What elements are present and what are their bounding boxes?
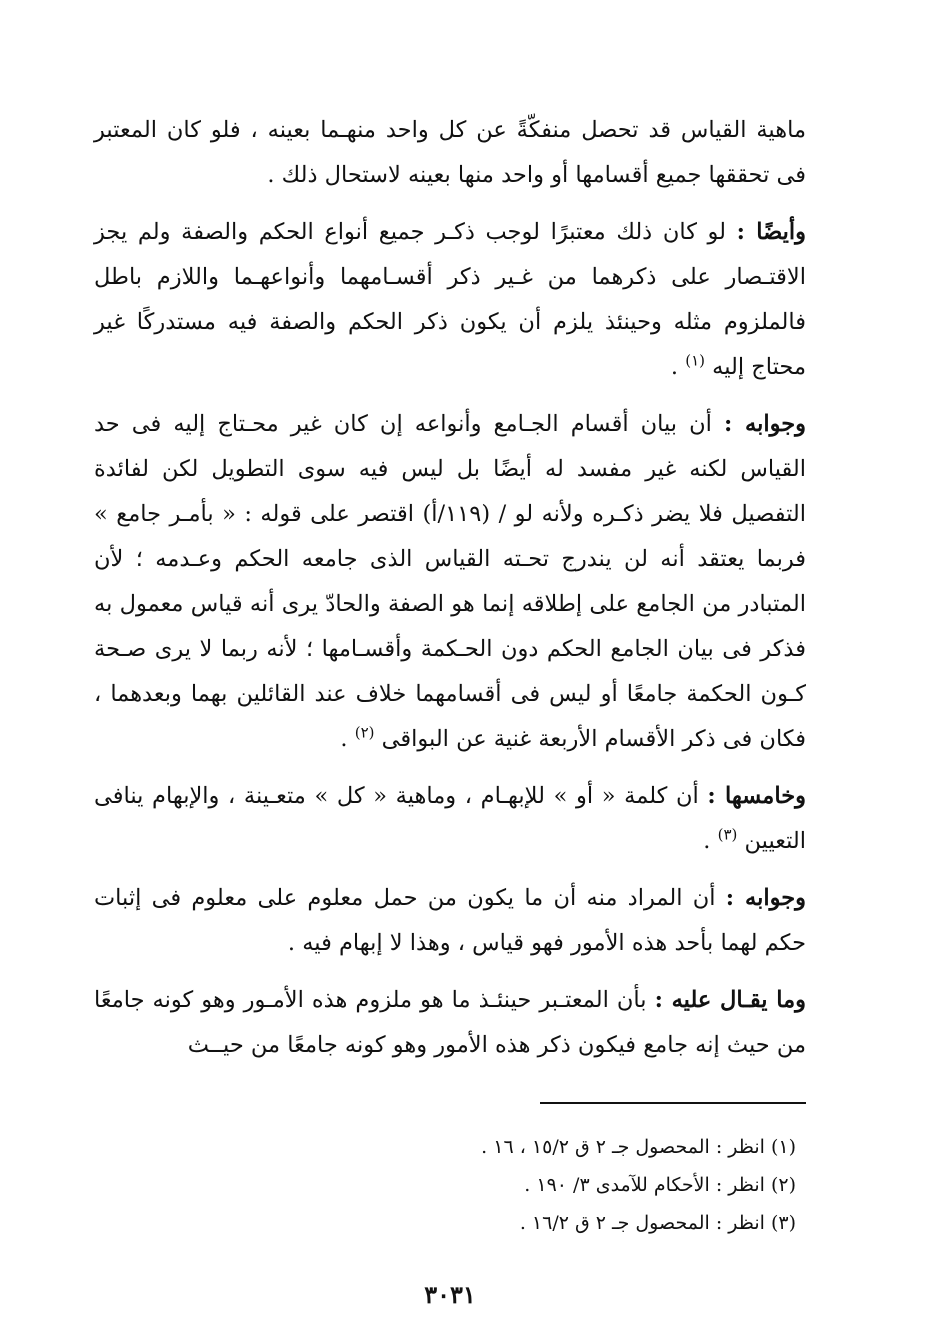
footnotes [96, 1128, 796, 1242]
paragraph-6-text: بأن المعتـبر حينئـذ ما هو ملزوم هذه الأمـور وهو كونه جامعًا من حيث إنه جامع فيكون ذكر هذه الأمور وهو كونه جامعًا من حيــث [94, 987, 806, 1058]
paragraph-6 [94, 978, 806, 1068]
paragraph-3 [94, 402, 806, 762]
paragraph-6-lead: وما يقـال عليه : [654, 987, 806, 1013]
page-number: ٣٠٣١ [424, 1280, 476, 1309]
document-page [94, 108, 806, 1318]
footnote-3: (٣) انظر : المحصول جـ ٢ ق ١٦/٢ . [519, 1212, 796, 1234]
paragraph-3-tail: . [340, 726, 355, 752]
paragraph-1-text: ماهية القياس قد تحصل منفكّةً عن كل واحد منهـما بعينه ، فلو كان المعتبر فى تحققها جميع أقسامها أو واحد منها بعينه لاستحال ذلك . [94, 117, 806, 188]
paragraph-4-lead: وخامسها : [707, 783, 806, 809]
paragraph-4-tail: . [703, 828, 718, 854]
footnote-2: (٢) انظر : الأحكام للآمدى ٣/ ١٩٠ . [524, 1174, 796, 1196]
paragraph-2 [94, 210, 806, 390]
paragraph-2-tail: . [670, 354, 686, 380]
footnote-separator [540, 1102, 806, 1104]
footnote-reference-3: (٣) [717, 825, 738, 844]
paragraph-3-text: أن بيان أقسام الجـامع وأنواعه إن كان غير محـتاج إليه فى حد القياس لكنه غير مفسد له أيضًا بل ليس فيه سوى التطويل لكن لفائدة التفصيل فلا يضر ذكـره ولأنه لو / (١١٩/أ) اقتصر على قوله : « بأمـر جامع » فربما يعتقد أنه لن يندرج تحـته القياس الذى جامعه الحكم وعـدمه ؛ لأن المتبادر من الجامع على إطلاقه إنما هو الصفة والحادّ يرى أنه قياس معمول به فذكر فى بيان الجامع الحكم دون الحـكمة وأقسـامها ؛ لأنه ربما لا يرى صـحة كـون الحكمة جامعًا أو ليس فى أقسامهما خلاف عند القائلين بهما وبعدهما ، فكان فى ذكر الأقسام الأربعة غنية عن البواقى [94, 411, 806, 752]
paragraph-5-lead: وجوابه : [725, 885, 806, 911]
paragraph-2-text: لو كان ذلك معتبرًا لوجب ذكـر جميع أنواع الحكم والصفة ولم يجز الاقتـصار على ذكرهما من غـير ذكر أقسـامهما وأنواعهـما واللازم باطل فالملزوم مثله وحينئذ يلزم أن يكون ذكر الحكم والصفة فيه مستدركًا غير محتاج إليه [94, 219, 806, 380]
paragraph-5 [94, 876, 806, 966]
footnote-reference-2: (٢) [354, 723, 375, 742]
paragraph-1 [94, 108, 806, 198]
footnote-1: (١) انظر : المحصول جـ ٢ ق ١٥/٢ ، ١٦ . [481, 1136, 796, 1158]
paragraph-4-text: أن كلمة « أو » للإبهـام ، وماهية « كل » متعـينة ، والإبهام ينافى التعيين [94, 783, 806, 854]
paragraph-5-text: أن المراد منه أن ما يكون من حمل معلوم على معلوم فى إثبات حكم لهما بأحد هذه الأمور فهو قياس ، وهذا لا إبهام فيه . [94, 885, 806, 956]
paragraph-2-lead: وأيضًا : [736, 219, 806, 245]
footnote-reference-1: (١) [685, 351, 705, 370]
paragraph-4 [94, 774, 806, 864]
paragraph-3-lead: وجوابه : [723, 411, 806, 437]
